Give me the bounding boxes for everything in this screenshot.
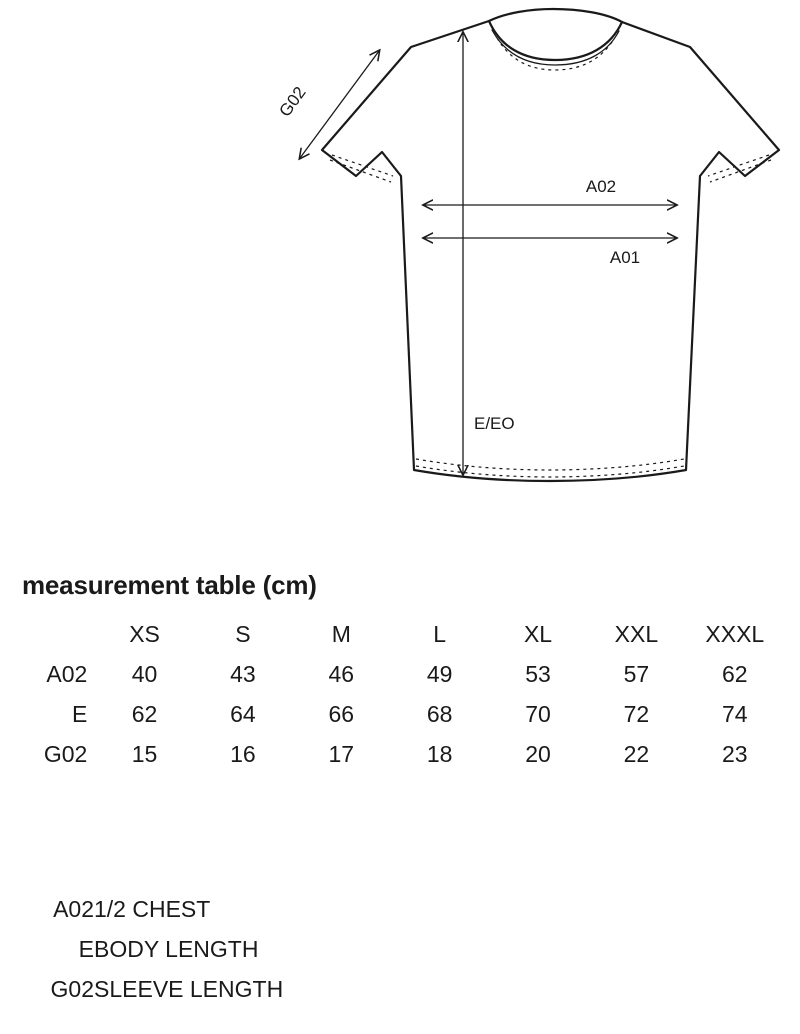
bottom-hem-stitching [416, 459, 684, 477]
legend-row [22, 890, 283, 930]
column-header-xxxl: XXXL [705, 621, 765, 647]
legend-row [22, 930, 283, 970]
table-row [0, 695, 784, 735]
column-header-m: M [331, 621, 351, 647]
column-header-xxl: XXL [614, 621, 659, 647]
column-header-xl: XL [523, 621, 553, 647]
row-label-e: E [72, 701, 88, 727]
legend-desc-a02: 1/2 CHEST [94, 896, 211, 922]
cell-g02-s: 16 [230, 741, 256, 767]
column-header-s: S [235, 621, 251, 647]
column-header-l: L [433, 621, 447, 647]
cell-e-xs: 62 [131, 701, 158, 727]
dimension-label-g02: G02 [275, 83, 310, 121]
cell-e-l: 68 [426, 701, 453, 727]
cell-a02-xs: 40 [131, 661, 158, 687]
cell-a02-xxxl: 62 [722, 661, 748, 687]
cell-g02-xl: 20 [525, 741, 551, 767]
cell-e-m: 66 [328, 701, 355, 727]
right-sleeve-hem-stitching [708, 155, 771, 182]
dimension-label-e: E/EO [474, 414, 515, 433]
legend-row [22, 970, 283, 1010]
cell-e-xxxl: 74 [722, 701, 748, 727]
column-header-xs: XS [129, 621, 160, 647]
row-label-a02: A02 [46, 661, 88, 687]
dimension-label-a02: A02 [585, 177, 617, 196]
cell-g02-xs: 15 [131, 741, 158, 767]
cell-a02-xl: 53 [525, 661, 551, 687]
legend-table [22, 890, 283, 1010]
legend-code-a02: A02 [53, 896, 94, 922]
measurement-table-title: measurement table (cm) [22, 570, 317, 600]
dimension-a01 [424, 238, 676, 267]
row-label-g02: G02 [43, 741, 88, 767]
dimension-g02 [275, 51, 379, 158]
measurement-table [0, 615, 784, 775]
cell-e-s: 64 [230, 701, 256, 727]
table-header-row [0, 615, 784, 655]
legend-desc-g02: SLEEVE LENGTH [94, 976, 284, 1002]
table-row [0, 735, 784, 775]
cell-a02-s: 43 [230, 661, 256, 687]
cell-a02-l: 49 [426, 661, 453, 687]
cell-e-xl: 70 [525, 701, 551, 727]
table-row [0, 655, 784, 695]
measurement-legend [0, 890, 800, 1010]
cell-g02-l: 18 [426, 741, 453, 767]
measurement-table-section [0, 570, 800, 775]
cell-e-xxl: 72 [623, 701, 650, 727]
legend-code-e: E [78, 936, 94, 962]
table-corner-cell [0, 615, 95, 655]
cell-g02-xxxl: 23 [722, 741, 748, 767]
legend-code-g02: G02 [50, 976, 94, 1002]
cell-g02-xxl: 22 [623, 741, 650, 767]
cell-g02-m: 17 [328, 741, 355, 767]
legend-desc-e: BODY LENGTH [94, 936, 259, 962]
cell-a02-xxl: 57 [623, 661, 650, 687]
cell-a02-m: 46 [328, 661, 355, 687]
dimension-a02 [424, 177, 676, 205]
tshirt-outline [322, 9, 779, 481]
left-sleeve-hem-stitching [330, 155, 393, 182]
dimension-e [463, 33, 515, 474]
dimension-label-a01: A01 [609, 248, 641, 267]
